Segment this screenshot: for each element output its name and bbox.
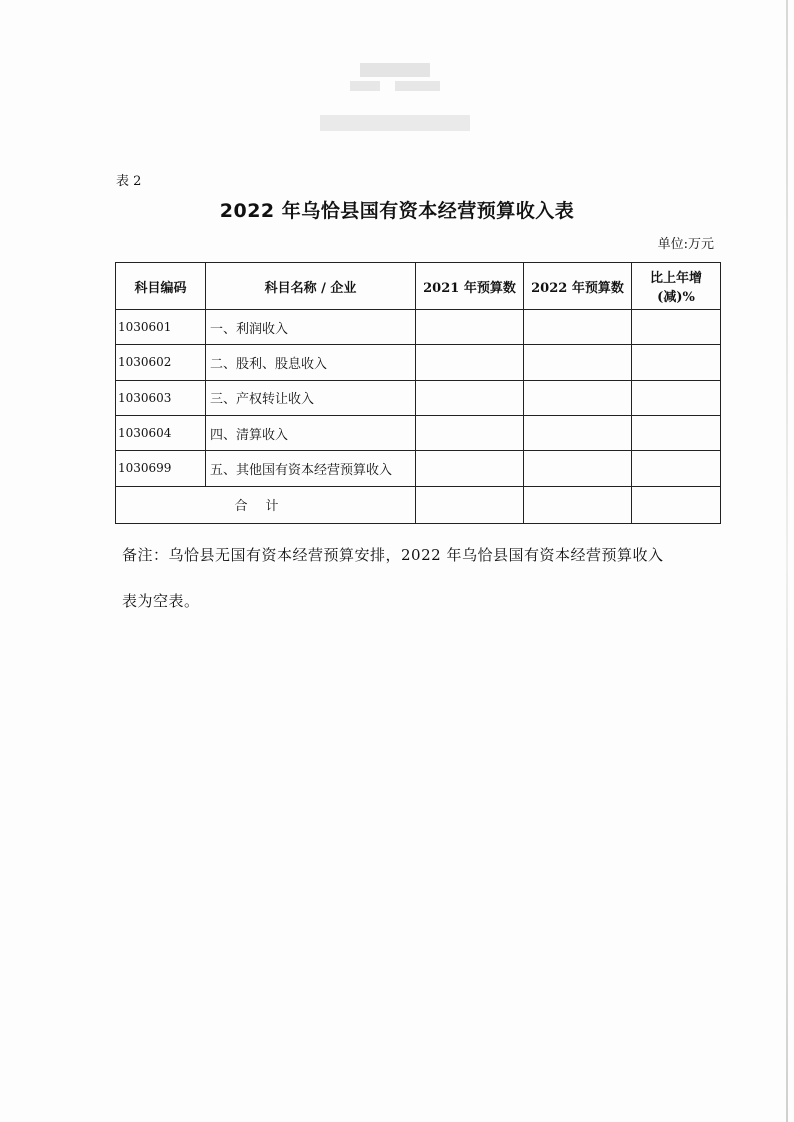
budget-2022-cell bbox=[524, 451, 632, 486]
table-row bbox=[116, 345, 721, 380]
header-change-pct: 比上年增(减)% bbox=[632, 263, 721, 310]
table-row bbox=[116, 380, 721, 415]
total-budget-2021 bbox=[416, 486, 524, 523]
change-pct-cell bbox=[632, 451, 721, 486]
table-header-row bbox=[116, 263, 721, 310]
table-row bbox=[116, 310, 721, 345]
header-budget-2022: 2022 年预算数 bbox=[524, 263, 632, 310]
table-row bbox=[116, 451, 721, 486]
subject-code: 1030604 bbox=[116, 415, 206, 450]
table-label: 表 2 bbox=[116, 174, 142, 189]
budget-revenue-table bbox=[115, 262, 721, 524]
subject-name: 一、利润收入 bbox=[206, 310, 416, 345]
remark-note bbox=[122, 532, 702, 624]
change-pct-cell bbox=[632, 310, 721, 345]
subject-code: 1030602 bbox=[116, 345, 206, 380]
seal-bleed-through bbox=[300, 55, 490, 145]
subject-code: 1030603 bbox=[116, 380, 206, 415]
budget-2021-cell bbox=[416, 310, 524, 345]
header-subject-code: 科目编码 bbox=[116, 263, 206, 310]
remark-line-1: 备注：乌恰县无国有资本经营预算安排，2022 年乌恰县国有资本经营预算收入 bbox=[122, 546, 664, 564]
total-budget-2022 bbox=[524, 486, 632, 523]
subject-code: 1030699 bbox=[116, 451, 206, 486]
subject-name: 二、股利、股息收入 bbox=[206, 345, 416, 380]
total-change-pct bbox=[632, 486, 721, 523]
budget-2021-cell bbox=[416, 415, 524, 450]
table-row bbox=[116, 415, 721, 450]
budget-2021-cell bbox=[416, 345, 524, 380]
budget-2022-cell bbox=[524, 310, 632, 345]
scan-edge bbox=[786, 0, 788, 1122]
subject-name: 四、清算收入 bbox=[206, 415, 416, 450]
subject-name: 五、其他国有资本经营预算收入 bbox=[206, 451, 416, 486]
change-pct-cell bbox=[632, 380, 721, 415]
budget-2022-cell bbox=[524, 380, 632, 415]
subject-code: 1030601 bbox=[116, 310, 206, 345]
unit-label: 单位:万元 bbox=[657, 237, 714, 252]
header-budget-2021: 2021 年预算数 bbox=[416, 263, 524, 310]
remark-line-2: 表为空表。 bbox=[122, 592, 200, 610]
budget-2021-cell bbox=[416, 380, 524, 415]
change-pct-cell bbox=[632, 345, 721, 380]
total-label: 合计 bbox=[116, 486, 416, 523]
budget-2021-cell bbox=[416, 451, 524, 486]
table-total-row bbox=[116, 486, 721, 523]
page-title: 2022 年乌恰县国有资本经营预算收入表 bbox=[219, 200, 575, 222]
subject-name: 三、产权转让收入 bbox=[206, 380, 416, 415]
budget-2022-cell bbox=[524, 345, 632, 380]
header-subject-name: 科目名称 / 企业 bbox=[206, 263, 416, 310]
budget-2022-cell bbox=[524, 415, 632, 450]
change-pct-cell bbox=[632, 415, 721, 450]
